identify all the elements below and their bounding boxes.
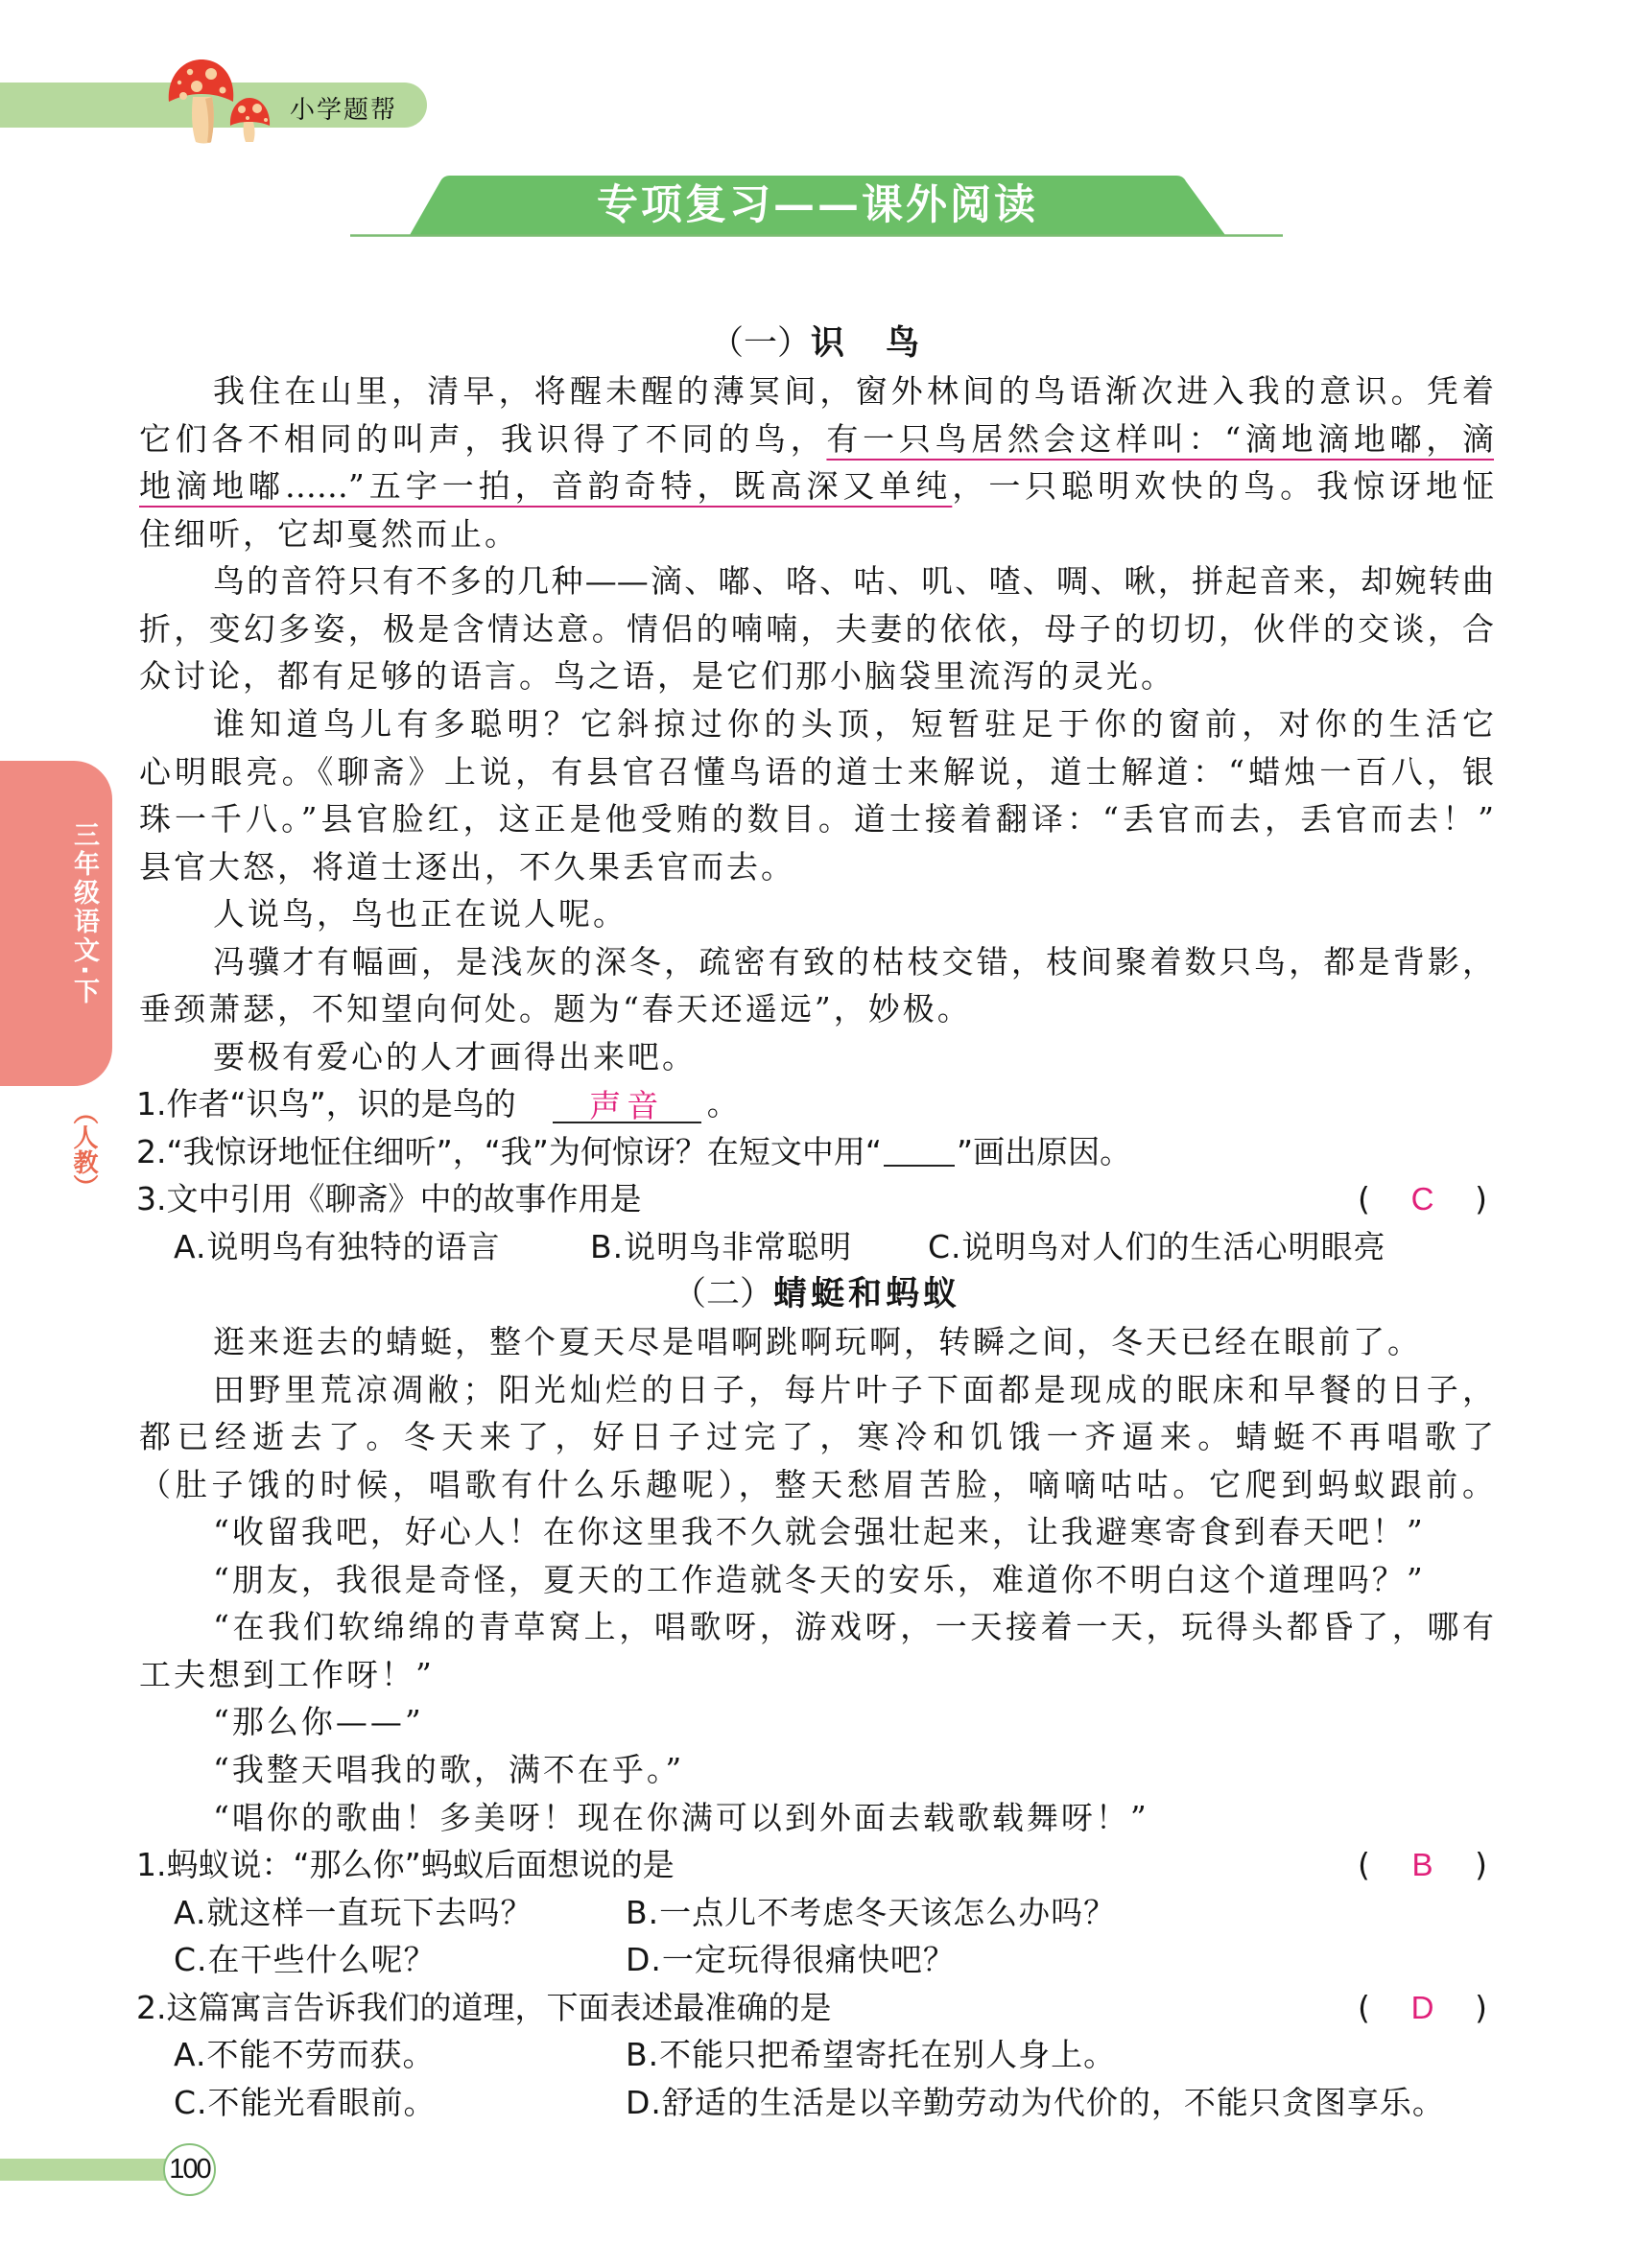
paragraph xyxy=(139,1746,1494,1794)
paragraph xyxy=(139,1556,1494,1604)
question-3-options xyxy=(139,1223,1494,1271)
question-2-options-cd xyxy=(139,2079,1494,2127)
section-title xyxy=(139,320,1494,368)
question-3 xyxy=(136,1175,1494,1223)
question-suffix: 。 xyxy=(706,1085,739,1123)
paragraph xyxy=(139,1794,1494,1842)
question-number: 1. xyxy=(136,1846,167,1884)
worksheet-content xyxy=(136,320,1495,2127)
option-label: A. xyxy=(174,2036,207,2074)
passage-line: （肚子饿的时候，唱歌有什么乐趣呢），整天愁眉苦脸，嘀嘀咕咕。它爬到蚂蚁跟前。 xyxy=(139,1465,1494,1503)
paragraph xyxy=(139,938,1494,1033)
question-text: 这篇寓言告诉我们的道理，下面表述最准确的是 xyxy=(166,1988,832,2026)
passage-line: 众讨论，都有足够的语言。鸟之语，是它们那小脑袋里流泻的灵光。 xyxy=(139,657,1175,696)
filled-answer: 声音 xyxy=(589,1086,665,1124)
answer-blank xyxy=(553,1086,701,1124)
page-title: 专项复习——课外阅读 xyxy=(597,181,1038,229)
option-b xyxy=(590,1223,852,1271)
passage-text: 它们各不相同的叫声，我识得了不同的鸟， xyxy=(139,419,827,458)
passage-text: ，一只聪明欢快的鸟。我惊讶地怔 xyxy=(952,467,1495,506)
bracket-open: ( xyxy=(1358,1180,1370,1218)
option-label: C. xyxy=(928,1227,962,1265)
question-2 xyxy=(136,1128,1494,1176)
passage-line: 心明眼亮。《聊斋》上说，有县官召懂鸟语的道士来解说，道士解道：“蜡烛一百八，银 xyxy=(139,752,1494,791)
passage-line: 工夫想到工作呀！” xyxy=(139,1655,435,1693)
choice-answer: B xyxy=(1411,1847,1433,1883)
option-text: 一点儿不考虑冬天该怎么办吗？ xyxy=(659,1893,1117,1931)
section-number: （一） xyxy=(709,323,811,363)
option-c xyxy=(174,2079,437,2127)
underlined-answer-text: 地滴地嘟……”五字一拍，音韵奇特，既高深又单纯 xyxy=(139,467,953,506)
question-text: “我惊讶地怔住细听”，“我”为何惊讶？在短文中用“ xyxy=(166,1132,882,1170)
paragraph xyxy=(139,1698,1494,1746)
passage-line: 住细听，它却戛然而止。 xyxy=(139,514,519,553)
question-number: 2. xyxy=(136,1132,167,1170)
passage-line: “我整天唱我的歌，满不在乎。” xyxy=(213,1751,685,1788)
underline-sample-blank xyxy=(884,1140,955,1167)
bracket-close: ) xyxy=(1475,1988,1487,2026)
option-b xyxy=(626,2031,1116,2079)
bracket-open: ( xyxy=(1358,1846,1370,1884)
grade-subject-label: 三年级语文·下 xyxy=(69,821,99,1007)
option-label: D. xyxy=(626,1941,662,1979)
paragraph xyxy=(139,557,1494,700)
question-1-options-ab xyxy=(139,1889,1494,1937)
option-text: 不能只把希望寄托在别人身上。 xyxy=(659,2036,1117,2074)
option-label: B. xyxy=(626,2036,660,2074)
passage-line: 要极有爱心的人才画得出来吧。 xyxy=(213,1037,697,1075)
choice-answer: C xyxy=(1410,1181,1434,1217)
passage-line: 冯骥才有幅画，是浅灰的深冬，疏密有致的枯枝交错，枝间聚着数只鸟，都是背影， xyxy=(213,942,1494,980)
passage-line: 谁知道鸟儿有多聪明？它斜掠过你的头顶，短暂驻足于你的窗前，对你的生活它 xyxy=(213,704,1494,743)
section-heading: 识 鸟 xyxy=(811,323,924,363)
paragraph xyxy=(139,1603,1494,1698)
passage-line xyxy=(139,462,1494,510)
option-label: D. xyxy=(626,2083,662,2121)
passage-line: “收留我吧，好心人！在你这里我不久就会强壮起来，让我避寒寄食到春天吧！” xyxy=(213,1513,1426,1551)
option-label: B. xyxy=(590,1227,625,1265)
question-number: 1. xyxy=(136,1085,167,1123)
answer-bracket xyxy=(1358,1984,1487,2032)
choice-answer: D xyxy=(1410,1989,1434,2025)
question-text: 作者“识鸟”，识的是鸟的 xyxy=(166,1085,516,1123)
answer-bracket xyxy=(1358,1841,1487,1889)
option-label: A. xyxy=(174,1227,207,1265)
question-2-options-ab xyxy=(139,2031,1494,2079)
option-a xyxy=(174,2031,435,2079)
edition-label: （人教） xyxy=(69,1099,98,1199)
questions-1 xyxy=(136,1080,1494,1270)
paragraph xyxy=(139,367,1494,557)
section-number: （二） xyxy=(672,1274,773,1313)
passage-line xyxy=(139,415,1494,463)
passage-line: 垂颈萧瑟，不知望向何处。题为“春天还遥远”，妙极。 xyxy=(139,990,972,1028)
option-text: 说明鸟对人们的生活心明眼亮 xyxy=(961,1227,1386,1265)
passage-1 xyxy=(139,367,1494,1080)
option-d xyxy=(626,2079,1445,2127)
paragraph xyxy=(139,1366,1494,1509)
option-text: 说明鸟有独特的语言 xyxy=(206,1227,501,1265)
passage-line: 逛来逛去的蜻蜓，整个夏天尽是唱啊跳啊玩啊，转瞬之间，冬天已经在眼前了。 xyxy=(213,1323,1422,1361)
section-title xyxy=(139,1271,1494,1319)
question-1 xyxy=(136,1841,1494,1889)
question-1-options-cd xyxy=(139,1936,1494,1984)
question-1 xyxy=(136,1080,1494,1128)
bracket-open: ( xyxy=(1358,1988,1370,2026)
question-text: 蚂蚁说：“那么你”蚂蚁后面想说的是 xyxy=(166,1846,675,1884)
option-c xyxy=(928,1223,1386,1271)
option-text: 舒适的生活是以辛勤劳动为代价的，不能只贪图享乐。 xyxy=(661,2083,1445,2121)
questions-2 xyxy=(136,1841,1494,2126)
section-heading: 蜻蜓和蚂蚁 xyxy=(773,1274,961,1313)
option-label: A. xyxy=(174,1893,207,1931)
passage-line: 鸟的音符只有不多的几种——滴、嘟、咯、咕、叽、喳、啁、啾，拼起音来，却婉转曲 xyxy=(213,562,1494,601)
bracket-close: ) xyxy=(1475,1846,1487,1884)
option-c xyxy=(174,1936,437,1984)
brand-name: 小学题帮 xyxy=(290,96,398,125)
paragraph xyxy=(139,1508,1494,1556)
option-label: C. xyxy=(174,1941,208,1979)
passage-line: “朋友，我很是奇怪，夏天的工作造就冬天的安乐，难道你不明白这个道理吗？” xyxy=(213,1560,1426,1598)
paragraph xyxy=(139,1033,1494,1081)
question-number: 2. xyxy=(136,1988,167,2026)
option-b xyxy=(626,1889,1116,1937)
footer-bar xyxy=(0,2159,182,2181)
underlined-answer-text: 有一只鸟居然会这样叫：“滴地滴地嘟，滴 xyxy=(826,419,1495,458)
paragraph xyxy=(139,1318,1494,1366)
passage-line: 人说鸟，鸟也正在说人呢。 xyxy=(213,895,628,933)
question-2 xyxy=(136,1984,1494,2032)
passage-line: “在我们软绵绵的青草窝上，唱歌呀，游戏呀，一天接着一天，玩得头都昏了，哪有 xyxy=(213,1608,1494,1646)
mushroom-icon xyxy=(154,53,288,149)
answer-bracket xyxy=(1358,1175,1487,1223)
passage-line: 县官大怒，将道士逐出，不久果丢官而去。 xyxy=(139,847,795,886)
question-text: 文中引用《聊斋》中的故事作用是 xyxy=(166,1180,642,1218)
bracket-close: ) xyxy=(1475,1180,1487,1218)
option-text: 就这样一直玩下去吗？ xyxy=(206,1893,533,1931)
passage-line: 珠一千八。”县官脸红，这正是他受贿的数目。道士接着翻译：“丢官而去，丢官而去！” xyxy=(139,800,1494,839)
option-text: 一定玩得很痛快吧？ xyxy=(661,1941,956,1979)
option-text: 不能不劳而获。 xyxy=(206,2036,436,2074)
passage-line: 田野里荒凉凋敝；阳光灿烂的日子，每片叶子下面都是现成的眠床和早餐的日子， xyxy=(213,1370,1494,1408)
option-label: B. xyxy=(626,1893,660,1931)
passage-line: “那么你——” xyxy=(213,1703,424,1741)
option-a xyxy=(174,1223,500,1271)
passage-line: 我住在山里，清早，将醒未醒的薄冥间，窗外林间的鸟语渐次进入我的意识。凭着 xyxy=(213,372,1494,411)
page-number: 100 xyxy=(163,2143,216,2196)
option-text: 不能光看眼前。 xyxy=(207,2083,437,2121)
question-number: 3. xyxy=(136,1180,167,1218)
option-text: 在干些什么呢？ xyxy=(207,1941,437,1979)
option-label: C. xyxy=(174,2083,208,2121)
option-a xyxy=(174,1889,533,1937)
passage-2 xyxy=(139,1318,1494,1841)
passage-line: 都已经逝去了。冬天来了，好日子过完了，寒冷和饥饿一齐逼来。蜻蜓不再唱歌了 xyxy=(139,1418,1494,1456)
option-d xyxy=(626,1936,956,1984)
paragraph xyxy=(139,700,1494,890)
paragraph xyxy=(139,890,1494,938)
option-text: 说明鸟非常聪明 xyxy=(624,1227,853,1265)
passage-line: 折，变幻多姿，极是含情达意。情侣的喃喃，夫妻的依依，母子的切切，伙伴的交谈，合 xyxy=(139,609,1494,648)
passage-line: “唱你的歌曲！多美呀！现在你满可以到外面去载歌载舞呀！” xyxy=(213,1798,1149,1836)
question-suffix: ”画出原因。 xyxy=(956,1132,1132,1170)
